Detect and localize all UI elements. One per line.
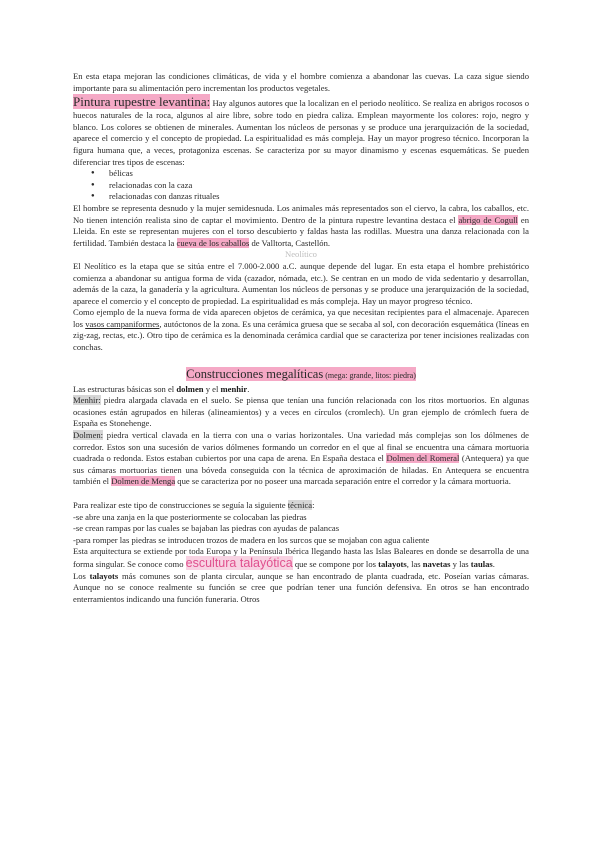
navetas-bold: navetas [422, 558, 451, 569]
megaliticas-title [186, 367, 416, 381]
arquitectura-paragraph [73, 546, 529, 570]
dolmen-romeral-highlight: Dolmen del Romeral [386, 453, 460, 464]
text-span: . [247, 383, 250, 394]
text-span: Para realizar este tipo de construcciones se seguía la siguiente [73, 500, 288, 510]
levantina-title: Pintura rupestre levantina: [73, 94, 211, 110]
list-item: ● bélicas [109, 168, 529, 180]
menhir-paragraph [73, 395, 529, 430]
text-span: en Lleida. En este se representan mujeres con el torso descubierto y faldas hasta las rodillas. Muestra una danza relacionada con la fertilidad. También destaca la [73, 214, 529, 248]
megaliticas-heading [73, 366, 529, 384]
text-span: y el [203, 383, 221, 394]
dolmen-label: Dolmen: [73, 430, 104, 441]
text-span: . [492, 558, 495, 569]
text-span: El hombre se representa desnudo y la mujer semidesnuda. Los animales más representados son el ciervo, la cabra, los caballos, etc. No tienen intención realista sino de captar el movimiento. Dentro de la pintura rupestre levantina destaca el [73, 202, 529, 225]
talayots-bold: talayots [378, 558, 407, 569]
basic-structures [73, 384, 529, 396]
talayots-bold: talayots [89, 570, 119, 581]
text-span: Los [73, 570, 90, 581]
spacer [73, 488, 529, 500]
text-span: que se caracteriza por no poseer una marcada separación entre el corredor y la cámara mortuoria. [175, 476, 511, 487]
neolitico-paragraph-1: El Neolítico es la etapa que se sitúa entre el 7.000-2.000 a.C. aunque depende del lugar. En esta etapa el hombre prehistórico comienza a abandonar su antigua forma de vida (cazador, nómada, etc.). Se centran en un modo de vida sedentario y desarrollan, además de la caza, la ganadería y la agricultura. Aumentan los núcleos de personas y se produce una jerarquización de la sociedad, aparece el comercio y el concepto de propiedad. La espiritualidad es más compleja. Hay un mayor progreso técnico. [73, 260, 529, 306]
text-span: Como ejemplo de la nueva forma de vida aparecen objetos de cerámica, ya que necesitan recipientes para el almacenaje. Aparecen los [73, 307, 529, 329]
vasos-campaniformes-underline: vasos campaniformes [85, 318, 160, 329]
document-page [73, 71, 529, 605]
list-item: ● relacionadas con danzas rituales [109, 191, 529, 203]
text-span: (Antequera) ya que sus cámaras mortuorias tienen una bóveda conseguida con la técnica de aproximación de hiladas. En Antequera se encuentra también el [73, 453, 529, 487]
list-item: ● relacionadas con la caza [109, 180, 529, 192]
levantina-text: Hay algunos autores que la localizan en el periodo neolítico. Se realiza en abrigos rocosos o huecos naturales de la roca, algunos al aire libre, sobre todo en piedra caliza. Emplean mayormente los colores: rojo, negro y blanco. Los colores se obtienen de minerales. Aumentan los núcleos de personas y se produce una jerarquización de la sociedad, aparece el comercio y el concepto de propiedad. La espiritualidad es más compleja. Hay un mayor progreso técnico. Incorporan la figura humana que, a veces, protagoniza escenas. Se caracteriza por su mayor dinamismo y escenas esquemáticas. Se pueden diferenciar tres tipos de escenas: [73, 98, 529, 167]
levantina-paragraph [73, 94, 529, 168]
tecnica-highlight: técnica [287, 500, 313, 510]
text-span: piedra alargada clavada en el suelo. Se piensa que tenían una función relacionada con los ritos mortuorios. En algunas ocasiones están agrupados en hileras (alineamientos) y a veces en círculos (cromlech). Un gran ejemplo de crómlech fuera de España es Stonehenge. [73, 395, 529, 429]
neolitico-paragraph-2 [73, 307, 529, 353]
tecnica-step: -para romper las piedras se introducen trozos de madera en los surcos que se mojaban con agua caliente [73, 534, 430, 545]
text-span: y las [450, 558, 471, 569]
menhir-bold: menhir [220, 383, 248, 394]
tecnica-step: -se crean rampas por las cuales se bajaban las piedras con ayudas de palancas [73, 523, 340, 534]
tecnica-step: -se abre una zanja en la que posteriormente se colocaban las piedras [73, 511, 307, 522]
text-span: de Valltorta, Castellón. [249, 237, 331, 248]
dolmen-menga-highlight: Dolmen de Menga [111, 476, 176, 487]
abrigo-cogull-highlight: abrigo de Cogull [458, 214, 518, 225]
intro-paragraph: En esta etapa mejoran las condiciones climáticas, de vida y el hombre comienza a abandonar las cuevas. La caza sigue siendo importante para su alimentación pero incrementan los productos vegetales. [73, 71, 529, 93]
cueva-caballos-highlight: cueva de los caballos [176, 237, 250, 248]
levantina-paragraph-2 [73, 203, 529, 249]
tecnica-intro [73, 500, 529, 512]
text-span: Esta arquitectura se extiende por toda Europa y la Península Ibérica llegando hasta las Islas Baleares en donde se desarrolla de una forma singular. Se conoce como [73, 546, 529, 569]
text-span: piedra vertical clavada en la tierra con una o varias horizontales. Una variedad más complejas son los dólmenes de corredor. Estos son una sucesión de varios dólmenes formando un corredor en el que al final se encuentra una cámara mortuoria cuadrada o redonda. Estos estaban cubiertos por una capa de arena. En España destaca el [73, 430, 529, 464]
text-span: : [312, 500, 315, 510]
dolmen-bold: dolmen [176, 383, 204, 394]
spacer [73, 354, 529, 366]
dolmen-paragraph [73, 430, 529, 488]
neolitico-heading: Neolítico [285, 249, 317, 260]
scene-types-list [73, 168, 529, 203]
text-span: , las [406, 558, 423, 569]
text-span: que se compone por los [292, 558, 379, 569]
text-span: más comunes son de planta circular, aunque se han encontrado de planta cuadrada, etc. Poseían varias cámaras. Aunque no se conoce realmente su función se cree que podrían tener una función defensiva. En otros se han encontrado enterramientos indicando una función funeraria. Otros [73, 570, 530, 604]
menhir-label: Menhir: [73, 395, 101, 406]
escultura-talayotica-highlight: escultura talayótica [185, 555, 293, 570]
taulas-bold: taulas [470, 558, 493, 569]
talayots-paragraph [73, 571, 529, 606]
text-span: Las estructuras básicas son el [73, 383, 177, 394]
megaliticas-title-note: (mega: grande, litos: piedra) [323, 370, 416, 380]
megaliticas-title-text: Construcciones megalíticas [186, 366, 324, 381]
text-span: , autóctonos de la zona. Es una cerámica gruesa que se secaba al sol, con decoración esquemática (líneas en zig-zag, rectas, etc.). Otro tipo de cerámica es la denominada cerámica cardial que se caracteriza por tener incisiones realizadas con conchas. [73, 318, 530, 353]
